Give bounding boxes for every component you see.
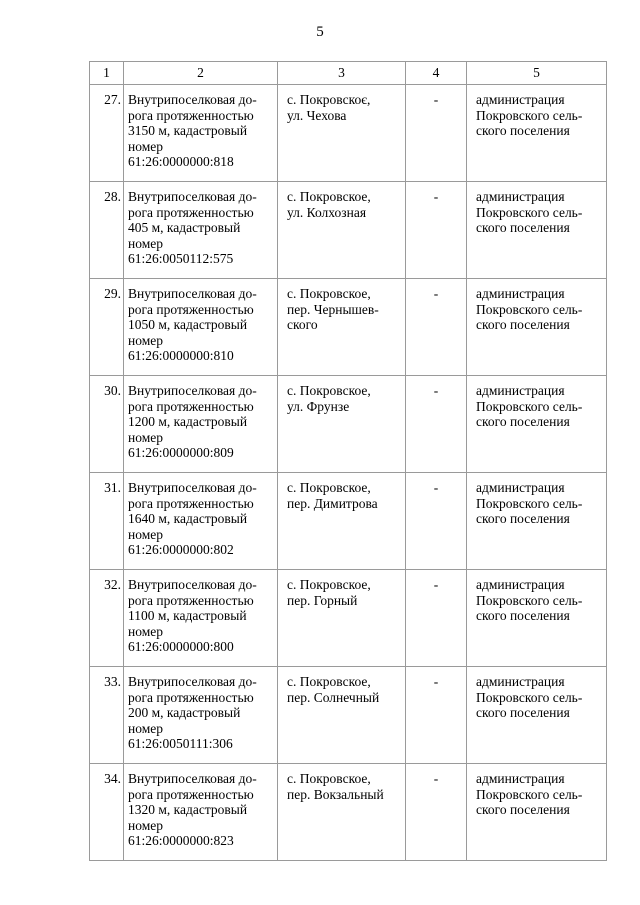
road-owner-line: ского поселения xyxy=(476,802,570,817)
road-owner-line: Покровского сель- xyxy=(476,495,583,511)
road-description-line: 61:26:0000000:810 xyxy=(128,348,234,363)
table-row xyxy=(90,473,607,570)
road-owner-line: администрация xyxy=(476,286,565,301)
row-number: 30. xyxy=(90,376,124,473)
road-description-line: рога протяженностью xyxy=(128,592,254,608)
road-description-line: Внутрипоселковая до- xyxy=(128,189,257,204)
road-description-line: номер xyxy=(128,429,164,445)
road-description-line: 61:26:0000000:809 xyxy=(128,445,234,460)
road-description-line: Внутрипоселковая до- xyxy=(128,383,257,398)
road-description-line: номер xyxy=(128,332,164,348)
road-description-line: 1640 м, кадастровый xyxy=(128,511,248,526)
page-number: 5 xyxy=(316,24,324,40)
col4-value: - xyxy=(406,667,467,764)
table-row xyxy=(90,85,607,182)
road-owner-line: ского поселения xyxy=(476,317,570,332)
road-owner-line: администрация xyxy=(476,383,565,398)
road-description-line: рога протяженностью xyxy=(128,301,254,317)
road-owner-line: администрация xyxy=(476,577,565,592)
road-description-line: 1050 м, кадастровый xyxy=(128,317,248,332)
road-owner-line: Покровского сель- xyxy=(476,107,583,123)
road-owner-line: ского поселения xyxy=(476,511,570,526)
road-owner xyxy=(467,85,607,182)
road-description-line: Внутрипоселковая до- xyxy=(128,771,257,786)
road-owner xyxy=(467,473,607,570)
road-location-line: с. Покровское, xyxy=(287,286,371,301)
road-owner-line: администрация xyxy=(476,189,565,204)
road-location-line: пер. Димитрова xyxy=(287,495,378,511)
road-owner-line: ского поселения xyxy=(476,414,570,429)
row-number: 29. xyxy=(90,279,124,376)
road-description-line: номер xyxy=(128,623,164,639)
road-description xyxy=(124,764,278,861)
road-owner-line: администрация xyxy=(476,674,565,689)
road-owner xyxy=(467,667,607,764)
header-row xyxy=(90,62,607,85)
road-owner-line: Покровского сель- xyxy=(476,398,583,414)
road-description-line: Внутрипоселковая до- xyxy=(128,577,257,592)
road-description-line: 3150 м, кадастровый xyxy=(128,123,248,138)
road-description-line: 1200 м, кадастровый xyxy=(128,414,248,429)
road-description xyxy=(124,182,278,279)
row-number: 32. xyxy=(90,570,124,667)
roads-table xyxy=(89,61,607,861)
row-number: 28. xyxy=(90,182,124,279)
road-description-line: номер xyxy=(128,817,164,833)
road-location xyxy=(278,570,406,667)
road-description-line: 1320 м, кадастровый xyxy=(128,802,248,817)
road-owner xyxy=(467,376,607,473)
header-col-5: 5 xyxy=(467,62,607,85)
col4-value: - xyxy=(406,570,467,667)
table-body xyxy=(90,85,607,861)
road-location-line: ул. Чехова xyxy=(287,107,347,123)
road-owner xyxy=(467,570,607,667)
road-description-line: номер xyxy=(128,138,164,154)
table-row xyxy=(90,376,607,473)
table-row xyxy=(90,570,607,667)
road-location-line: ул. Колхозная xyxy=(287,204,367,220)
road-owner-line: Покровского сель- xyxy=(476,786,583,802)
road-description-line: 61:26:0000000:802 xyxy=(128,542,234,557)
road-description-line: рога протяженностью xyxy=(128,495,254,511)
col4-value: - xyxy=(406,376,467,473)
road-location-line: с. Покровскоє, xyxy=(287,92,371,107)
road-owner-line: администрация xyxy=(476,480,565,495)
table-row xyxy=(90,667,607,764)
table-row xyxy=(90,764,607,861)
road-description-line: Внутрипоселковая до- xyxy=(128,480,257,495)
table-row xyxy=(90,182,607,279)
road-location xyxy=(278,764,406,861)
road-description xyxy=(124,473,278,570)
road-description-line: рога протяженностью xyxy=(128,204,254,220)
road-description-line: рога протяженностью xyxy=(128,107,254,123)
road-description-line: номер xyxy=(128,720,164,736)
road-location-line: с. Покровское, xyxy=(287,577,371,592)
road-location-line: с. Покровское, xyxy=(287,480,371,495)
col4-value: - xyxy=(406,85,467,182)
road-owner xyxy=(467,182,607,279)
road-description xyxy=(124,376,278,473)
road-description-line: 200 м, кадастровый xyxy=(128,705,241,720)
road-owner-line: Покровского сель- xyxy=(476,301,583,317)
road-owner-line: ского поселения xyxy=(476,123,570,138)
road-location xyxy=(278,376,406,473)
header-col-2: 2 xyxy=(124,62,278,85)
road-location xyxy=(278,279,406,376)
road-owner-line: Покровского сель- xyxy=(476,204,583,220)
road-location xyxy=(278,182,406,279)
road-description-line: номер xyxy=(128,235,164,251)
road-location-line: пер. Вокзальный xyxy=(287,786,384,802)
road-owner-line: ского поселения xyxy=(476,220,570,235)
road-owner-line: администрация xyxy=(476,771,565,786)
road-owner-line: ского поселения xyxy=(476,705,570,720)
road-description-line: рога протяженностью xyxy=(128,786,254,802)
header-col-4: 4 xyxy=(406,62,467,85)
road-description-line: Внутрипоселковая до- xyxy=(128,674,257,689)
road-description-line: 61:26:0050111:306 xyxy=(128,736,233,751)
road-location-line: ского xyxy=(287,317,318,332)
road-description-line: 405 м, кадастровый xyxy=(128,220,241,235)
table-row xyxy=(90,279,607,376)
road-location-line: пер. Чернышев- xyxy=(287,301,379,317)
road-location-line: с. Покровское, xyxy=(287,771,371,786)
row-number: 31. xyxy=(90,473,124,570)
col4-value: - xyxy=(406,473,467,570)
col4-value: - xyxy=(406,182,467,279)
road-location xyxy=(278,667,406,764)
road-owner-line: Покровского сель- xyxy=(476,592,583,608)
row-number: 34. xyxy=(90,764,124,861)
road-description-line: рога протяженностью xyxy=(128,398,254,414)
road-description xyxy=(124,570,278,667)
road-description-line: 61:26:0000000:823 xyxy=(128,833,234,848)
road-location-line: с. Покровское, xyxy=(287,189,371,204)
row-number: 33. xyxy=(90,667,124,764)
road-location-line: с. Покровское, xyxy=(287,674,371,689)
road-owner-line: Покровского сель- xyxy=(476,689,583,705)
road-description-line: номер xyxy=(128,526,164,542)
road-location-line: пер. Солнечный xyxy=(287,689,380,705)
col4-value: - xyxy=(406,279,467,376)
road-owner xyxy=(467,764,607,861)
road-description xyxy=(124,85,278,182)
road-location-line: пер. Горный xyxy=(287,592,358,608)
road-description xyxy=(124,667,278,764)
road-description-line: Внутрипоселковая до- xyxy=(128,286,257,301)
road-owner-line: ского поселения xyxy=(476,608,570,623)
header-col-1: 1 xyxy=(90,62,124,85)
col4-value: - xyxy=(406,764,467,861)
road-description-line: 61:26:0050112:575 xyxy=(128,251,234,266)
road-owner-line: администрация xyxy=(476,92,565,107)
road-location-line: с. Покровское, xyxy=(287,383,371,398)
road-location xyxy=(278,473,406,570)
road-description-line: 1100 м, кадастровый xyxy=(128,608,247,623)
road-description-line: Внутрипоселковая до- xyxy=(128,92,257,107)
road-description-line: 61:26:0000000:800 xyxy=(128,639,234,654)
header-col-3: 3 xyxy=(278,62,406,85)
road-description-line: рога протяженностью xyxy=(128,689,254,705)
road-description xyxy=(124,279,278,376)
road-owner xyxy=(467,279,607,376)
road-description-line: 61:26:0000000:818 xyxy=(128,154,234,169)
road-location xyxy=(278,85,406,182)
row-number: 27. xyxy=(90,85,124,182)
road-location-line: ул. Фрунзе xyxy=(287,398,350,414)
